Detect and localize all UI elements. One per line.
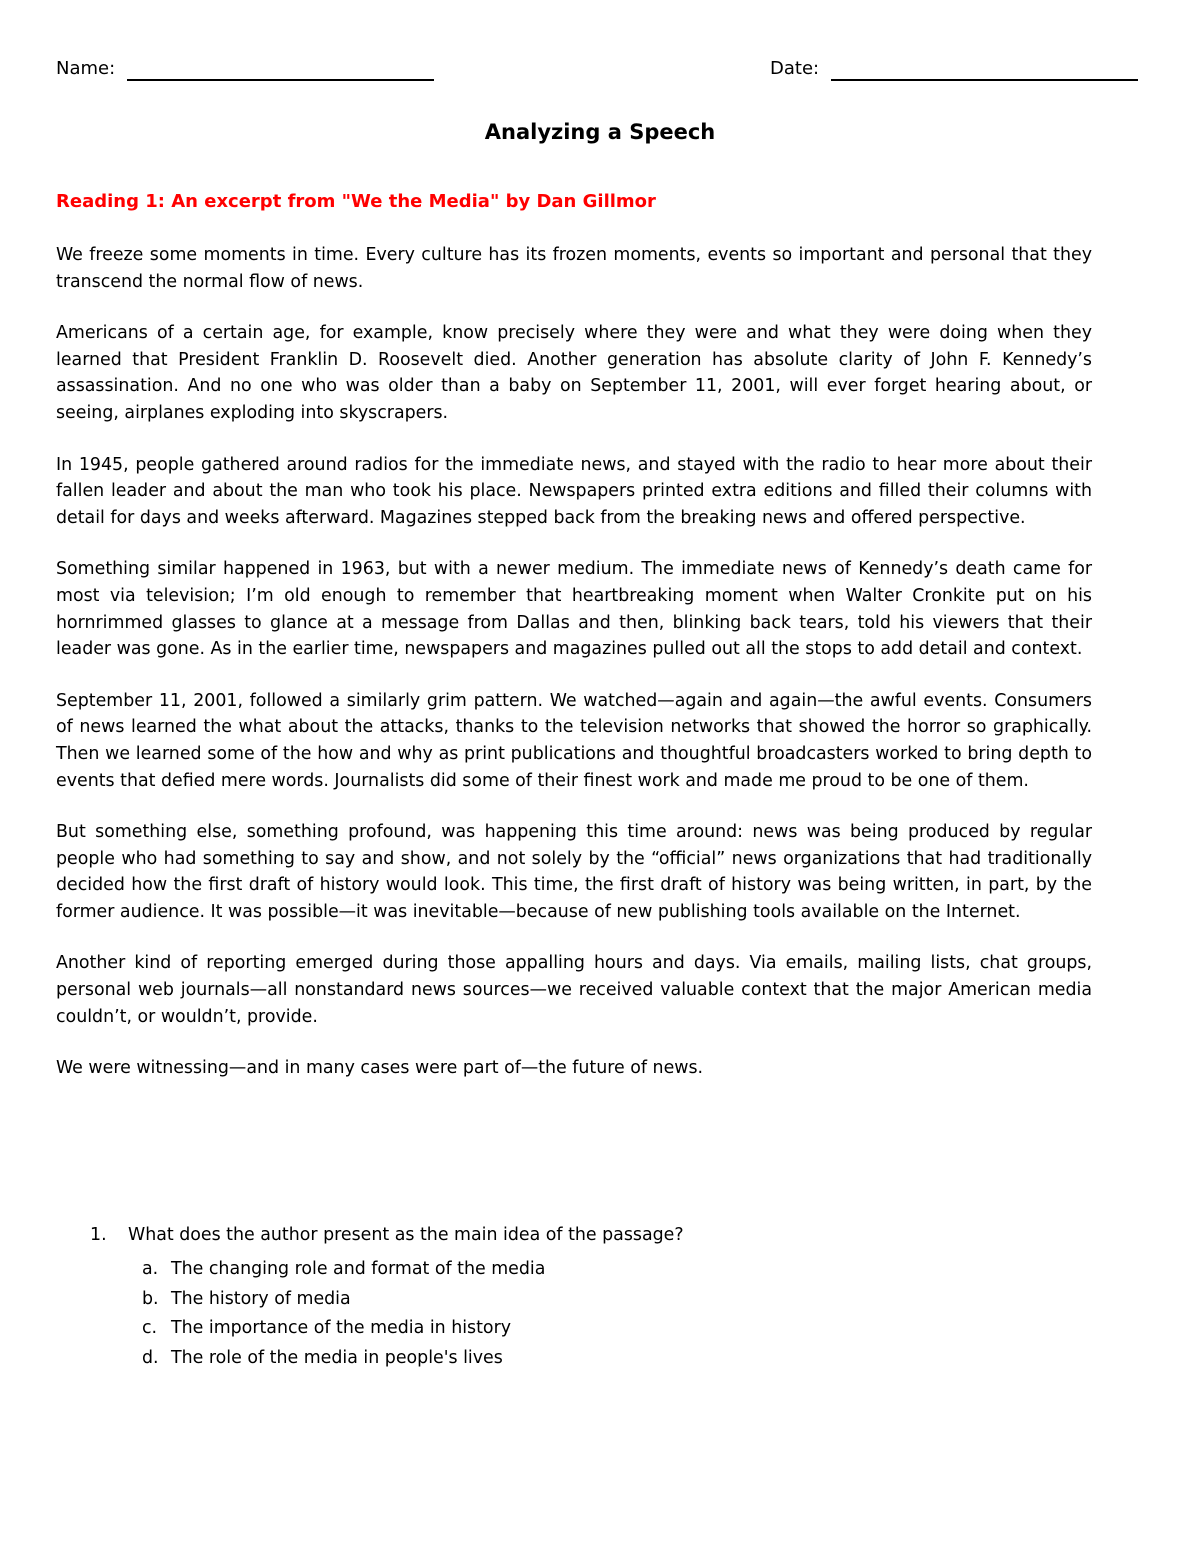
date-label: Date: [770, 58, 820, 79]
answer-option-b[interactable] [56, 1285, 1092, 1315]
option-text: The changing role and format of the media [171, 1259, 546, 1279]
page-title: Analyzing a Speech [484, 120, 716, 144]
reading-passage [56, 242, 1092, 1107]
question-number: 1. [90, 1225, 107, 1245]
passage-paragraph: We were witnessing—and in many cases were part of—the future of news. [56, 1058, 704, 1079]
passage-paragraph: But something else, something profound, was happening this time around: news was being produced by regular people who had something to say and show, and not solely by the “official” news organizations that had traditionally decided how the first draft of history would look. This time, the first draft of history was being written, in part, by the former audience. It was possible—it was inevitable—because of new publishing tools available on the Internet. [56, 822, 1092, 922]
passage-paragraph: We freeze some moments in time. Every culture has its frozen moments, events so important and personal that they transcend the normal flow of news. [56, 245, 1092, 292]
option-letter: c. [142, 1318, 158, 1338]
name-label: Name: [56, 58, 116, 79]
question-text: What does the author present as the main idea of the passage? [128, 1225, 684, 1245]
reading-heading: Reading 1: An excerpt from "We the Media" by Dan Gillmor [56, 191, 656, 212]
answer-option-d[interactable] [56, 1344, 1092, 1374]
date-blank-line[interactable] [831, 61, 1138, 81]
option-letter: a. [142, 1259, 159, 1279]
option-text: The role of the media in people's lives [171, 1347, 503, 1368]
passage-paragraph: In 1945, people gathered around radios for the immediate news, and stayed with the radio to hear more about their fallen leader and about the man who took his place. Newspapers printed extra editions and filled their columns with detail for days and weeks afterward. Magazines stepped back from the breaking news and offered perspective. [56, 454, 1092, 528]
question-block [56, 1221, 1092, 1373]
option-text: The history of media [171, 1288, 351, 1309]
option-letter: b. [142, 1288, 159, 1309]
date-field [770, 57, 1138, 81]
option-text: The importance of the media in history [171, 1318, 512, 1338]
answer-option-a[interactable] [56, 1255, 1092, 1285]
name-field [56, 57, 434, 81]
passage-paragraph: Something similar happened in 1963, but with a newer medium. The immediate news of Kennedy’s death came for most via television; I’m old enough to remember that heartbreaking moment when Walter Cronkite put on his hornrimmed glasses to glance at a message from Dallas and then, blinking back tears, told his viewers that their leader was gone. As in the earlier time, newspapers and magazines pulled out all the stops to add detail and context. [56, 559, 1092, 660]
name-blank-line[interactable] [127, 61, 434, 81]
header-row [56, 57, 1144, 83]
passage-paragraph: September 11, 2001, followed a similarly grim pattern. We watched—again and again—the awful events. Consumers of news learned the what about the attacks, thanks to the television networks that showed the horror so graphically. Then we learned some of the how and why as print publications and thoughtful broadcasters worked to bring depth to events that defied mere words. Journalists did some of their finest work and made me proud to be one of them. [56, 690, 1092, 791]
option-letter: d. [142, 1347, 159, 1368]
question-1 [56, 1221, 1092, 1249]
answer-option-c[interactable] [56, 1314, 1092, 1344]
passage-paragraph: Americans of a certain age, for example, know precisely where they were and what they were doing when they learned that President Franklin D. Roosevelt died. Another generation has absolute clarity of John F. Kennedy’s assassination. And no one who was older than a baby on September 11, 2001, will ever forget hearing about, or seeing, airplanes exploding into skyscrapers. [56, 323, 1092, 423]
passage-paragraph: Another kind of reporting emerged during those appalling hours and days. Via emails, mailing lists, chat groups, personal web journals—all nonstandard news sources—we received valuable context that the major American media couldn’t, or wouldn’t, provide. [56, 953, 1092, 1027]
answer-options [56, 1255, 1092, 1373]
